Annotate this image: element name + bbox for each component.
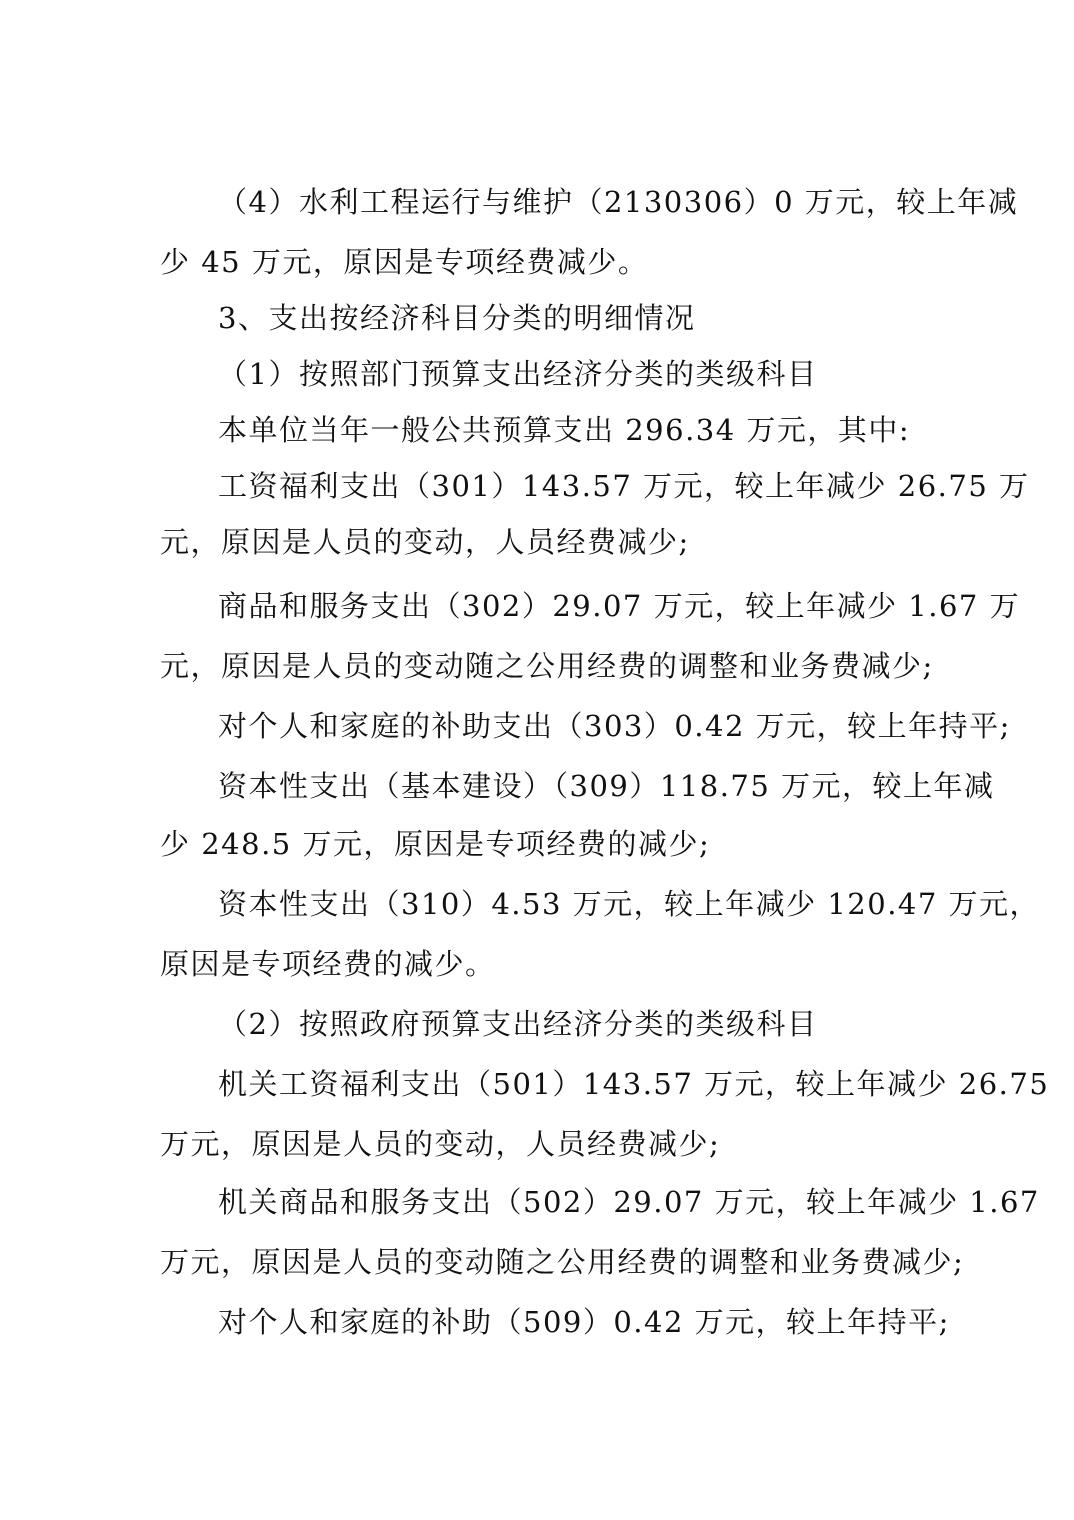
text-line: 资本性支出（310）4.53 万元，较上年减少 120.47 万元， [218, 887, 1041, 921]
text-line: 万元，原因是人员的变动随之公用经费的调整和业务费减少; [160, 1245, 965, 1279]
section-heading: 3、支出按经济科目分类的明细情况 [218, 301, 696, 335]
text-line: 对个人和家庭的补助支出（303）0.42 万元，较上年持平; [218, 709, 1011, 743]
text-line: （4）水利工程运行与维护（2130306）0 万元，较上年减 [218, 185, 1019, 219]
text-line: 少 248.5 万元，原因是专项经费的减少; [160, 827, 711, 861]
subsection-heading: （1）按照部门预算支出经济分类的类级科目 [218, 357, 818, 391]
subsection-heading: （2）按照政府预算支出经济分类的类级科目 [218, 1007, 818, 1041]
text-line: 万元，原因是人员的变动，人员经费减少; [160, 1127, 721, 1161]
text-line: 对个人和家庭的补助（509）0.42 万元，较上年持平; [218, 1305, 950, 1339]
text-line: 工资福利支出（301）143.57 万元，较上年减少 26.75 万 [218, 469, 1030, 503]
text-line: 元，原因是人员的变动，人员经费减少; [160, 525, 690, 559]
text-line: 机关工资福利支出（501）143.57 万元，较上年减少 26.75 [218, 1067, 1050, 1101]
text-line: 商品和服务支出（302）29.07 万元，较上年减少 1.67 万 [218, 589, 1021, 623]
text-line: 资本性支出（基本建设）（309）118.75 万元，较上年减 [218, 769, 995, 803]
text-line: 机关商品和服务支出（502）29.07 万元，较上年减少 1.67 [218, 1185, 1040, 1219]
text-line: 原因是专项经费的减少。 [160, 947, 496, 981]
text-line: 本单位当年一般公共预算支出 296.34 万元，其中: [218, 413, 911, 447]
text-line: 元，原因是人员的变动随之公用经费的调整和业务费减少; [160, 649, 934, 683]
text-line: 少 45 万元，原因是专项经费减少。 [160, 245, 649, 279]
